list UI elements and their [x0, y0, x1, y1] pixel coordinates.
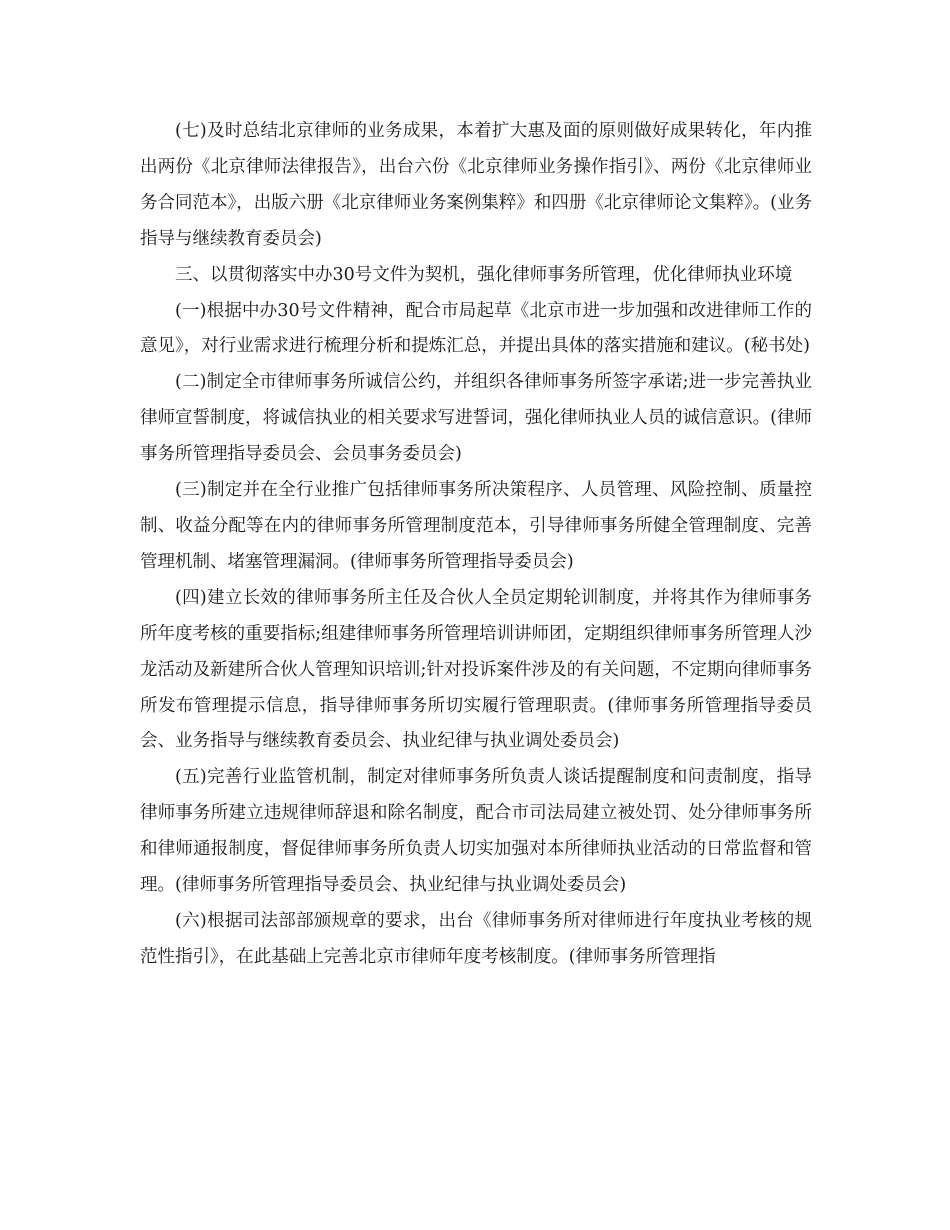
section-heading-3: 三、以贯彻落实中办30号文件为契机，强化律师事务所管理，优化律师执业环境: [175, 264, 793, 285]
paragraph-item-3: (三)制定并在全行业推广包括律师事务所决策程序、人员管理、风险控制、质量控制、收益分配等在内的律师事务所管理制度范本，引导律师事务所健全管理制度、完善管理机制、堵塞管理漏洞。(律师事务所管理指导委员会): [140, 480, 812, 572]
paragraph-item-5: (五)完善行业监管机制，制定对律师事务所负责人谈话提醒制度和问责制度，指导律师事务所建立违规律师辞退和除名制度，配合市司法局建立被处罚、处分律师事务所和律师通报制度，督促律师事务所负责人切实加强对本所律师执业活动的日常监督和管理。(律师事务所管理指导委员会、执业纪律与执业调处委员会): [140, 767, 812, 896]
paragraph-item-7: (七)及时总结北京律师的业务成果，本着扩大惠及面的原则做好成果转化，年内推出两份《北京律师法律报告》，出台六份《北京律师业务操作指引》、两份《北京律师业务合同范本》，出版六册《北京律师业务案例集粹》和四册《北京律师论文集粹》。(业务指导与继续教育委员会): [140, 121, 812, 249]
paragraph-item-1: (一)根据中办30号文件精神，配合市局起草《北京市进一步加强和改进律师工作的意见》，对行业需求进行梳理分析和提炼汇总，并提出具体的落实措施和建议。(秘书处): [140, 300, 812, 357]
paragraph-item-4: (四)建立长效的律师事务所主任及合伙人全员定期轮训制度，并将其作为律师事务所年度考核的重要指标;组建律师事务所管理培训讲师团，定期组织律师事务所管理人沙龙活动及新建所合伙人管理知识培训;针对投诉案件涉及的有关问题，不定期向律师事务所发布管理提示信息，指导律师事务所切实履行管理职责。(律师事务所管理指导委员会、业务指导与继续教育委员会、执业纪律与执业调处委员会): [140, 587, 812, 752]
document-body: [140, 114, 812, 976]
paragraph-item-2: (二)制定全市律师事务所诚信公约，并组织各律师事务所签字承诺;进一步完善执业律师宣誓制度，将诚信执业的相关要求写进誓词，强化律师执业人员的诚信意识。(律师事务所管理指导委员会、会员事务委员会): [140, 372, 812, 465]
paragraph-item-6: (六)根据司法部部颁规章的要求，出台《律师事务所对律师进行年度执业考核的规范性指引》，在此基础上完善北京市律师年度考核制度。(律师事务所管理指: [140, 910, 812, 967]
